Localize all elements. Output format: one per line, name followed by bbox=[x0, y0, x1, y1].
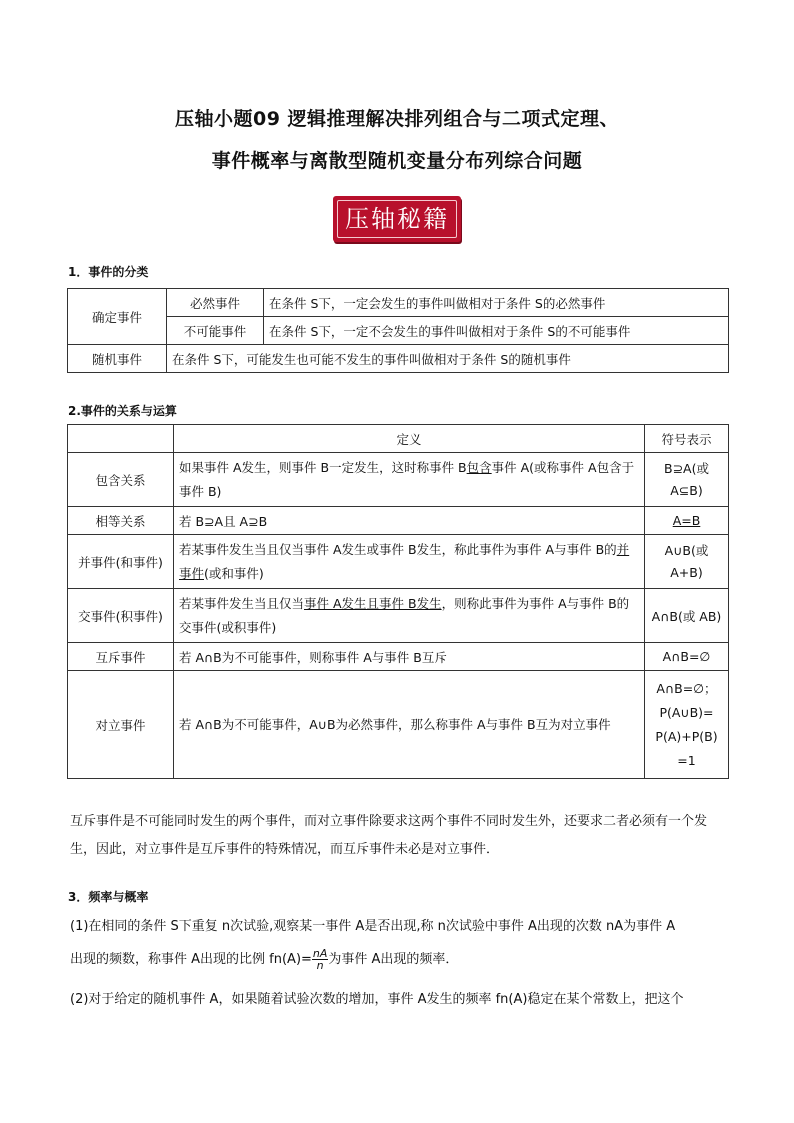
cell-definition: 若某事件发生当且仅当事件 A发生或事件 B发生，称此事件为事件 A与事件 B的并事件(或和事件) bbox=[174, 535, 645, 589]
cell-inevitable: 必然事件 bbox=[167, 289, 264, 317]
cell-name: 交事件(积事件) bbox=[68, 589, 174, 643]
cell-symbol: A∩B=∅ bbox=[645, 643, 729, 671]
event-relations-table bbox=[67, 424, 729, 779]
cell-definition: 若 B⊇A且 A⊇B bbox=[174, 507, 645, 535]
cell-definition: 若某事件发生当且仅当事件 A发生且事件 B发生，则称此事件为事件 A与事件 B的交事件(或积事件) bbox=[174, 589, 645, 643]
badge-label: 压轴秘籍 bbox=[337, 200, 457, 238]
table-row bbox=[68, 289, 729, 317]
cell-impossible: 不可能事件 bbox=[167, 317, 264, 345]
cell-certain-events: 确定事件 bbox=[68, 289, 167, 345]
cell-symbol: A∪B(或 A+B) bbox=[645, 535, 729, 589]
table-row bbox=[68, 643, 729, 671]
cell-name: 并事件(和事件) bbox=[68, 535, 174, 589]
cell-impossible-def: 在条件 S下，一定不会发生的事件叫做相对于条件 S的不可能事件 bbox=[264, 317, 729, 345]
header-symbol: 符号表示 bbox=[645, 425, 729, 453]
table-row bbox=[68, 507, 729, 535]
paragraph-2-line-1: (2)对于给定的随机事件 A，如果随着试验次数的增加，事件 A发生的频率 fn(A)稳定在某个常数上，把这个 bbox=[70, 992, 684, 1007]
header-definition: 定义 bbox=[174, 425, 645, 453]
cell-definition: 若 A∩B为不可能事件，则称事件 A与事件 B互斥 bbox=[174, 643, 645, 671]
cell-definition: 如果事件 A发生，则事件 B一定发生，这时称事件 B包含事件 A(或称事件 A包含于事件 B) bbox=[174, 453, 645, 507]
frequency-fraction: $\frac{nA}{n}$ bbox=[312, 947, 328, 972]
table-row bbox=[68, 425, 729, 453]
title-line-1: 压轴小题09 逻辑推理解决排列组合与二项式定理、 bbox=[174, 108, 620, 130]
table-row bbox=[68, 535, 729, 589]
section-badge bbox=[333, 196, 461, 242]
cell-inevitable-def: 在条件 S下，一定会发生的事件叫做相对于条件 S的必然事件 bbox=[264, 289, 729, 317]
cell-symbol: B⊇A(或 A⊆B) bbox=[645, 453, 729, 507]
cell-symbol: A=B bbox=[645, 507, 729, 535]
cell-random-def: 在条件 S下，可能发生也可能不发生的事件叫做相对于条件 S的随机事件 bbox=[167, 345, 729, 373]
table-row bbox=[68, 671, 729, 779]
table-row bbox=[68, 317, 729, 345]
table-row bbox=[68, 453, 729, 507]
cell-name: 相等关系 bbox=[68, 507, 174, 535]
event-classification-table bbox=[67, 288, 729, 373]
paragraph-1-line-2: 出现的频数，称事件 A出现的比例 fn(A)= $\frac{nA}{n}$ 为事件 A出现的频率． bbox=[70, 947, 459, 972]
title-line-2: 事件概率与离散型随机变量分布列综合问题 bbox=[211, 150, 583, 172]
cell-name: 对立事件 bbox=[68, 671, 174, 779]
paragraph-1-line-1: (1)在相同的条件 S下重复 n次试验,观察某一事件 A是否出现,称 n次试验中事件 A出现的次数 nA为事件 A bbox=[70, 919, 676, 934]
section-1-heading: 1．事件的分类 bbox=[68, 265, 149, 279]
table-row bbox=[68, 589, 729, 643]
cell-definition: 若 A∩B为不可能事件，A∪B为必然事件，那么称事件 A与事件 B互为对立事件 bbox=[174, 671, 645, 779]
cell-random: 随机事件 bbox=[68, 345, 167, 373]
table-row bbox=[68, 345, 729, 373]
cell-name: 互斥事件 bbox=[68, 643, 174, 671]
section-3-heading: 3．频率与概率 bbox=[68, 890, 149, 904]
cell-symbol: A∩B(或 AB) bbox=[645, 589, 729, 643]
note-paragraph: 互斥事件是不可能同时发生的两个事件，而对立事件除要求这两个事件不同时发生外，还要求二者必须有一个发生，因此，对立事件是互斥事件的特殊情况，而互斥事件未必是对立事件． bbox=[70, 814, 708, 857]
section-2-heading: 2.事件的关系与运算 bbox=[68, 404, 177, 418]
cell-symbol: A∩B=∅； P(A∪B)= P(A)+P(B) =1 bbox=[645, 671, 729, 779]
cell-name: 包含关系 bbox=[68, 453, 174, 507]
